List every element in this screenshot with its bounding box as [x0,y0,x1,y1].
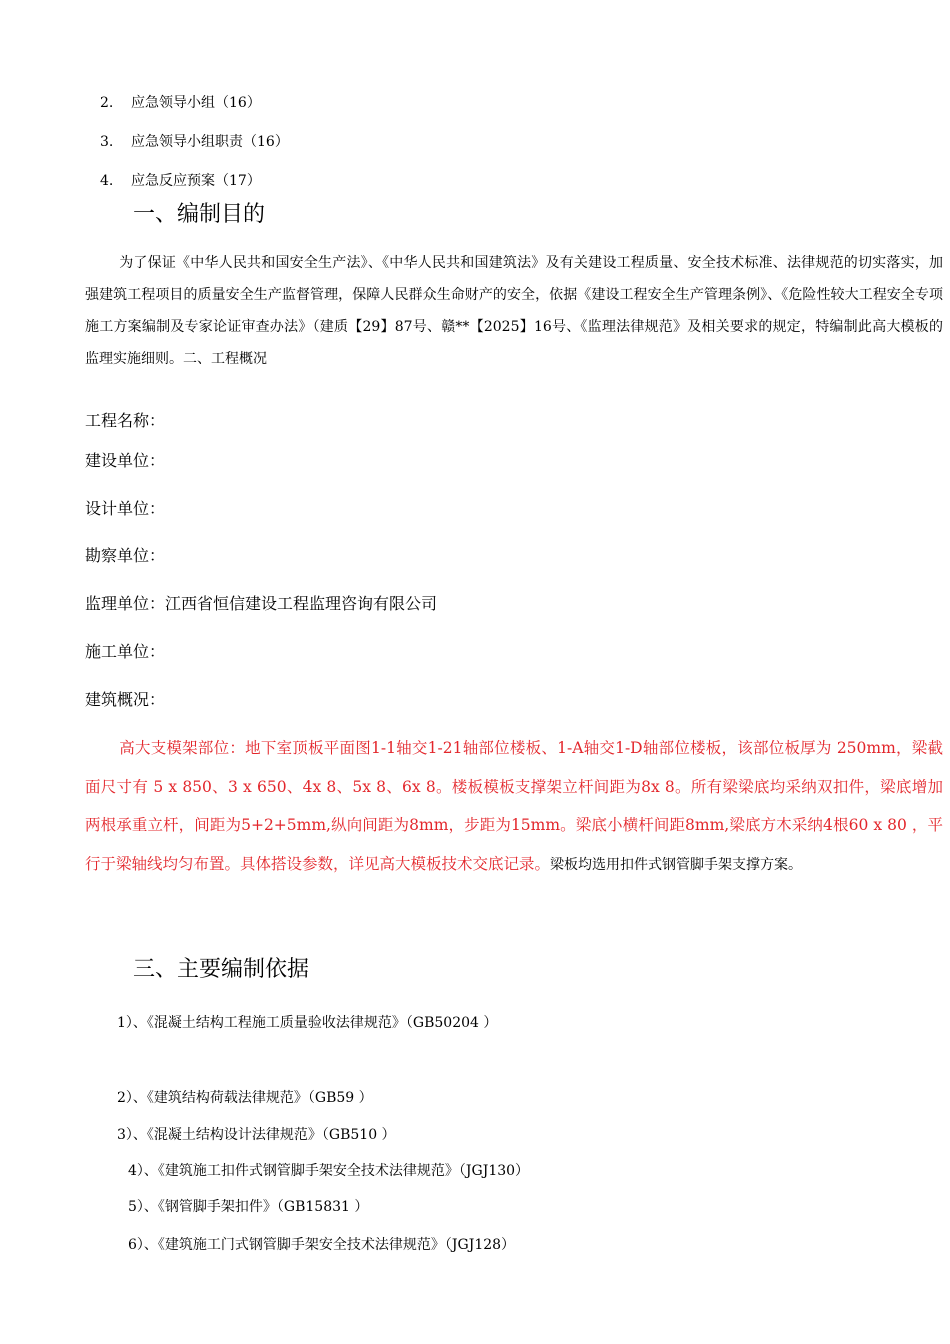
toc-text: 应急领导小组职责（16） [131,134,289,150]
reference-item: 1）、《混凝土结构工程施工质量验收法律规范》（GB50204 ） [117,1015,498,1031]
owner-field: 建设单位： [85,451,166,470]
section-heading-basis: 三、主要编制依据 [133,957,310,982]
toc-text: 应急反应预案（17） [131,173,261,189]
overview-field: 建筑概况： [85,690,166,709]
toc-item [100,93,261,113]
project-name-field: 工程名称： [85,411,166,430]
survey-field: 勘察单位： [85,546,166,565]
reference-item: 4）、《建筑施工扣件式钢管脚手架安全技术法律规范》（JGJ130） [128,1163,530,1179]
toc-item [100,171,261,191]
toc-text: 应急领导小组（16） [131,95,261,111]
purpose-text: 为了保证《中华人民共和国安全生产法》、《中华人民共和国建筑法》及有关建设工程质量、安全技术标准、法律规范的切实落实，加强建筑工程项目的质量安全生产监督管理，保障人民群众生命财产的安全，依据《建设工程安全生产管理条例》、《危险性较大工程安全专项施工方案编制及专家论证审查办法》（建质【29】87号、赣**【2025】16号、《监理法律规范》及相关要求的规定，特编制此高大模板的监理实施细则。二、工程概况 [85,255,943,367]
toc-number: 2. [100,95,114,111]
toc-number: 3. [100,134,114,150]
contractor-field: 施工单位： [85,642,166,661]
toc-number: 4. [100,173,114,189]
toc-item [100,132,289,152]
purpose-paragraph [85,247,943,375]
section-heading-purpose: 一、编制目的 [133,202,266,227]
overview-black-text: 梁板均选用扣件式钢管脚手架支撑方案。 [550,856,803,873]
supervisor-field: 监理单位：江西省恒信建设工程监理咨询有限公司 [85,594,438,613]
overview-red-text: 高大支模架部位：地下室顶板平面图1-1轴交1-21轴部位楼板、1-A轴交1-D轴部位楼板，该部位板厚为 250mm，梁截面尺寸有 5 x 850、3 x 650、4x 8、5x 8、6x 8。楼板模板支撑架立杆间距为8x 8。所有梁梁底均采纳双扣件，梁底增加两根承重立杆，间距为5+2+5mm,纵向间距为8mm，步距为15mm。梁底小横杆间距8mm,梁底方木采纳4根60 x 80 ，平行于梁轴线均匀布置。具体搭设参数，详见高大模板技术交底记录。 [85,739,943,873]
overview-paragraph [85,729,943,884]
reference-item: 3）、《混凝土结构设计法律规范》（GB510 ） [117,1127,396,1143]
reference-item: 2）、《建筑结构荷载法律规范》（GB59 ） [117,1090,373,1106]
reference-item: 6）、《建筑施工门式钢管脚手架安全技术法律规范》（JGJ128） [128,1237,516,1253]
reference-item: 5）、《钢管脚手架扣件》（GB15831 ） [128,1199,369,1215]
designer-field: 设计单位： [85,499,166,518]
